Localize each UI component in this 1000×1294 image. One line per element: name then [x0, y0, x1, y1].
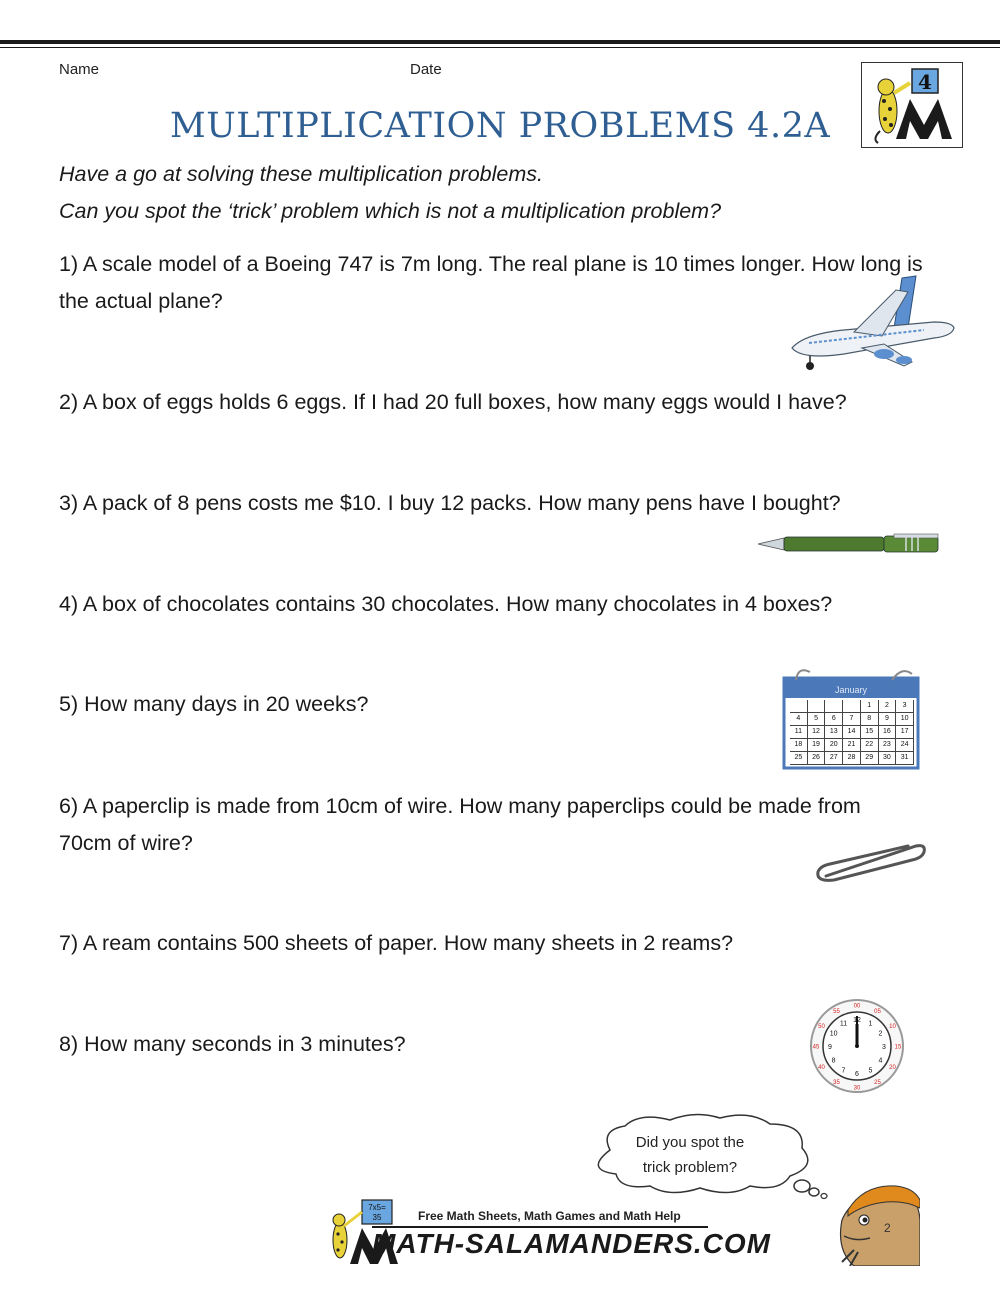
- calendar-day: [843, 700, 861, 713]
- clock-hour-number: 1: [868, 1020, 873, 1028]
- clock-hour-number: 11: [839, 1020, 848, 1028]
- question-3: 3) A pack of 8 pens costs me $10. I buy 12 packs. How many pens have I bought?: [59, 491, 841, 515]
- header-rule-thin: [0, 47, 1000, 48]
- date-label: Date: [410, 61, 442, 78]
- question-6: 6) A paperclip is made from 10cm of wire. How many paperclips could be made from 70cm of wire?: [59, 794, 861, 855]
- clock-hour-number: 8: [831, 1057, 836, 1065]
- calendar-day: [825, 700, 843, 713]
- calendar-day: 14: [843, 726, 861, 739]
- question-1: 1) A scale model of a Boeing 747 is 7m long. The real plane is 10 times longer. How long is the actual plane?: [59, 252, 923, 313]
- clock-minute-number: 30: [853, 1085, 861, 1092]
- calendar-day: 3: [896, 700, 914, 713]
- clock-hour-number: 9: [828, 1044, 832, 1051]
- salamander-mascot-icon: [834, 1180, 920, 1266]
- clock-minute-number: 35: [833, 1080, 840, 1086]
- clock-minute-number: 05: [874, 1009, 881, 1015]
- calendar-day: 21: [843, 739, 861, 752]
- clock-hour-number: 10: [829, 1030, 838, 1038]
- question-8: 8) How many seconds in 3 minutes?: [59, 1032, 406, 1056]
- thought-bubble-line-1: Did you spot the: [635, 1134, 745, 1151]
- thought-bubble-line-2: trick problem?: [642, 1159, 738, 1176]
- name-label: Name: [59, 61, 100, 78]
- clock-hour-number: 7: [841, 1067, 846, 1075]
- question-5: 5) How many days in 20 weeks?: [59, 692, 369, 716]
- calendar-day: 23: [879, 739, 897, 752]
- calendar-day: 4: [790, 713, 808, 726]
- intro-line-2: Can you spot the ‘trick’ problem which is not a multiplication problem?: [59, 199, 722, 223]
- grade-badge: 4: [918, 70, 932, 94]
- calendar-day: 6: [825, 713, 843, 726]
- calendar-day: 25: [790, 752, 808, 765]
- calendar-day: 13: [825, 726, 843, 739]
- clock-icon: [806, 996, 908, 1096]
- intro-line-1: Have a go at solving these multiplication problems.: [59, 162, 544, 186]
- clock-minute-number: 20: [889, 1065, 896, 1071]
- page-title: MULTIPLICATION PROBLEMS 4.2A: [169, 106, 831, 146]
- clock-hour-number: 3: [882, 1044, 886, 1051]
- clock-minute-number: 55: [833, 1009, 840, 1015]
- clock-hour-number: 2: [878, 1030, 883, 1038]
- calendar-day: 22: [861, 739, 879, 752]
- calendar-day: 15: [861, 726, 879, 739]
- pen-icon: [756, 532, 944, 556]
- calendar-day: 26: [808, 752, 826, 765]
- calendar-month: January: [834, 685, 868, 695]
- calendar-day: 7: [843, 713, 861, 726]
- logo-sign-bottom: 35: [372, 1213, 382, 1222]
- calendar-day: 16: [879, 726, 897, 739]
- header-rule-thick: [0, 40, 1000, 44]
- thought-bubble-text: [600, 1130, 780, 1180]
- calendar-day: 18: [790, 739, 808, 752]
- calendar-day: 10: [896, 713, 914, 726]
- calendar-day: 11: [790, 726, 808, 739]
- clock-hour-number: 4: [878, 1057, 883, 1065]
- question-7: 7) A ream contains 500 sheets of paper. How many sheets in 2 reams?: [59, 931, 734, 955]
- clock-hour-number: 5: [868, 1067, 873, 1075]
- clock-minute-number: 00: [853, 1003, 861, 1010]
- svg-text:2: 2: [884, 1221, 891, 1235]
- paperclip-icon: [812, 836, 930, 882]
- clock-minute-number: 45: [812, 1044, 820, 1051]
- clock-hour-number: 6: [855, 1071, 859, 1078]
- calendar-day: 24: [896, 739, 914, 752]
- airplane-icon: [784, 270, 964, 375]
- question-4: 4) A box of chocolates contains 30 chocolates. How many chocolates in 4 boxes?: [59, 592, 833, 616]
- footer-site-link[interactable]: MATH-SALAMANDERS.COM: [372, 1228, 771, 1259]
- logo-sign-top: 7x5=: [368, 1203, 386, 1212]
- calendar-day: 17: [896, 726, 914, 739]
- clock-minute-number: 10: [889, 1024, 896, 1030]
- footer-tagline: Free Math Sheets, Math Games and Math Help: [418, 1209, 681, 1223]
- clock-minute-number: 50: [818, 1024, 825, 1030]
- clock-minute-number: 40: [818, 1065, 825, 1071]
- calendar-day: 9: [879, 713, 897, 726]
- calendar-day: 12: [808, 726, 826, 739]
- clock-hour-number: 12: [853, 1017, 861, 1024]
- calendar-day: 20: [825, 739, 843, 752]
- calendar-day: 1: [861, 700, 879, 713]
- clock-minute-number: 15: [894, 1044, 902, 1051]
- calendar-day: 27: [825, 752, 843, 765]
- calendar-day: 30: [879, 752, 897, 765]
- calendar-day: 2: [879, 700, 897, 713]
- calendar-day: [790, 700, 808, 713]
- calendar-day: 28: [843, 752, 861, 765]
- calendar-day: 29: [861, 752, 879, 765]
- calendar-day: 8: [861, 713, 879, 726]
- clock-minute-number: 25: [874, 1080, 881, 1086]
- calendar-days: [790, 700, 914, 765]
- question-2: 2) A box of eggs holds 6 eggs. If I had 20 full boxes, how many eggs would I have?: [59, 390, 847, 414]
- calendar-day: 19: [808, 739, 826, 752]
- calendar-day: 31: [896, 752, 914, 765]
- calendar-day: 5: [808, 713, 826, 726]
- calendar-day: [808, 700, 826, 713]
